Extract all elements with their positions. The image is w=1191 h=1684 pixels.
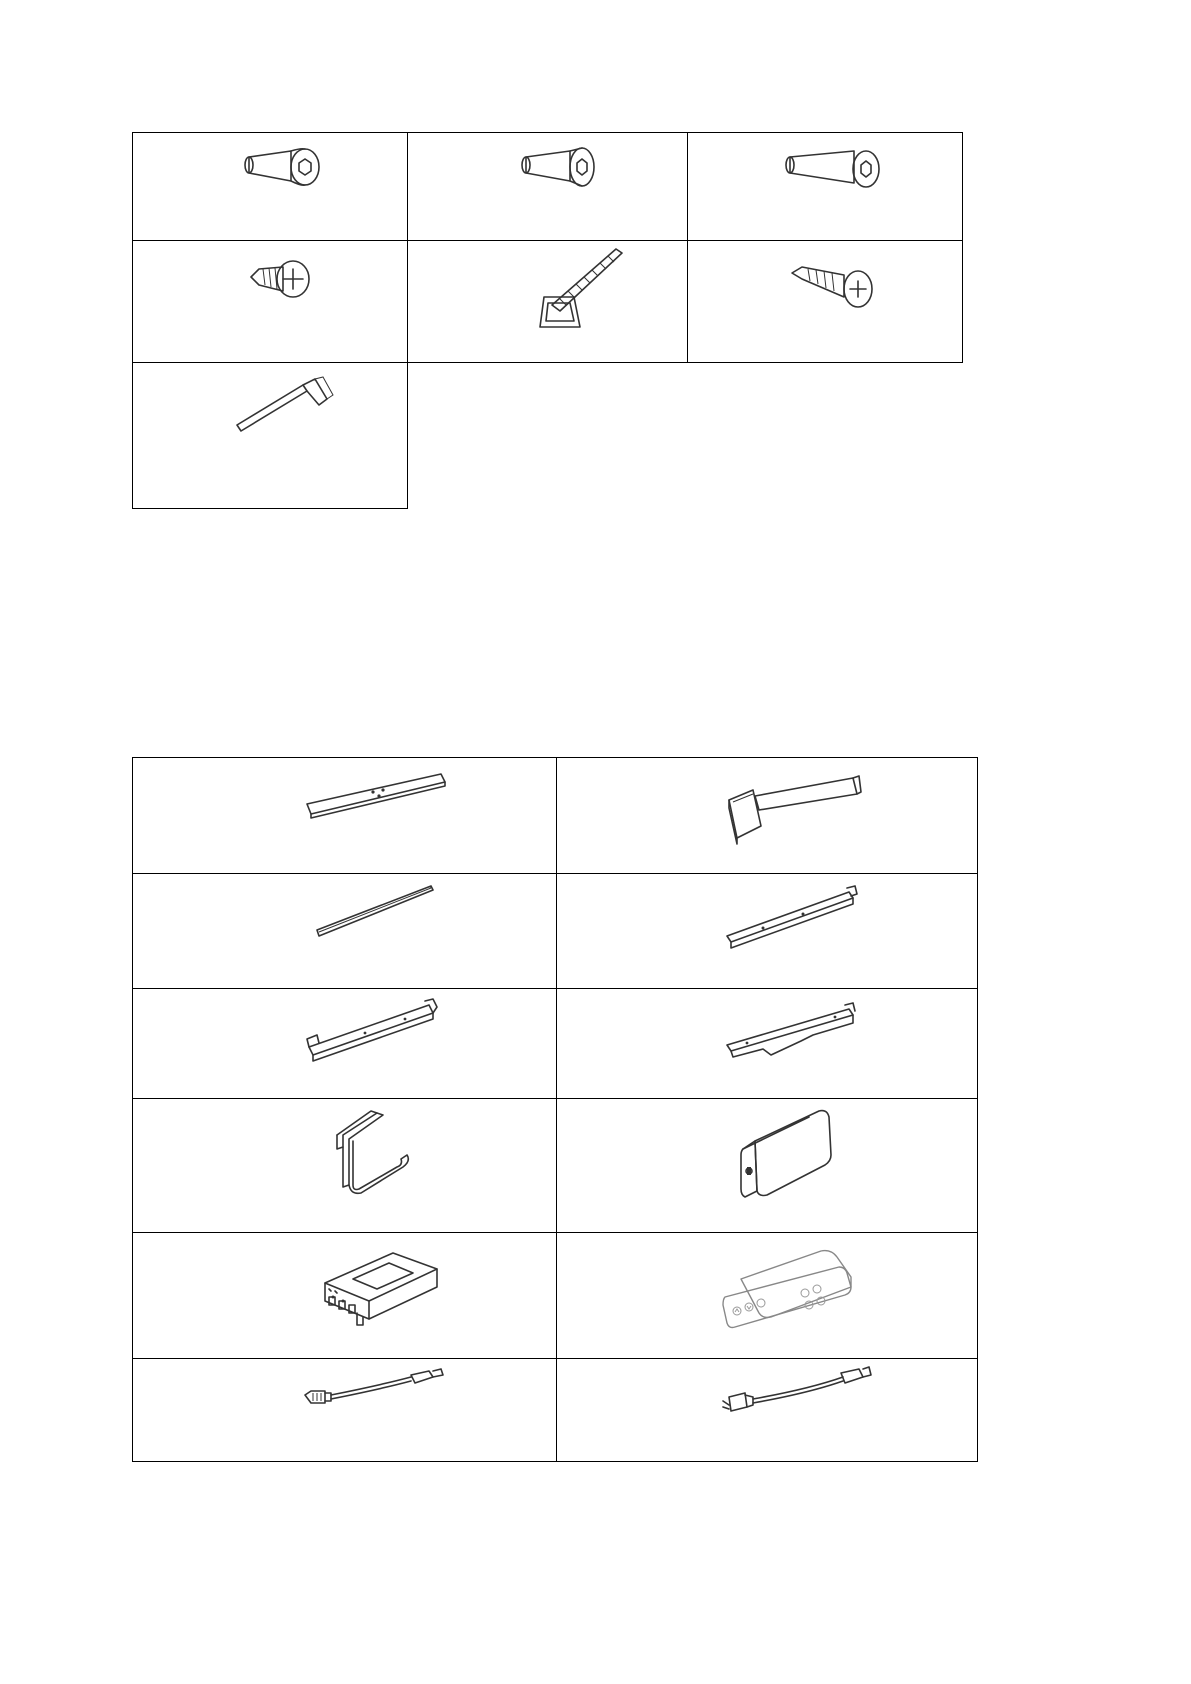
phillips-wood-screw-icon [245, 251, 325, 311]
part-cell-phillips-wood-screw-short [132, 240, 408, 363]
thin-rail-bar-icon [313, 880, 443, 940]
phillips-wood-screw-icon [788, 255, 898, 315]
keypad-controller-icon [721, 1241, 871, 1341]
part-cell-power-supply-box [556, 1098, 978, 1233]
foot-support-bar-icon [725, 766, 875, 846]
part-cell-top-mounting-plate [132, 757, 557, 874]
part-cell-extension-cable [132, 1358, 557, 1462]
part-cell-hex-button-screw-short [132, 132, 408, 241]
part-cell-hex-flat-screw [407, 132, 688, 241]
part-cell-crossbar-with-tabs [556, 988, 978, 1099]
adhesive-cable-tie-icon [530, 245, 640, 335]
part-cell-allen-key [132, 362, 408, 509]
control-box-icon [319, 1239, 449, 1339]
flat-mounting-plate-icon [303, 764, 453, 824]
part-cell-control-box [132, 1232, 557, 1359]
part-cell-hex-button-screw-long [687, 132, 963, 241]
part-cell-long-beam [556, 873, 978, 989]
part-cell-side-bracket-beam [132, 988, 557, 1099]
side-bracket-beam-icon [305, 995, 445, 1065]
hex-socket-button-head-screw-icon [243, 139, 343, 199]
hex-socket-button-head-screw-icon [784, 139, 894, 199]
cable-management-hook-icon [329, 1105, 419, 1205]
part-cell-cable-hook [132, 1098, 557, 1233]
part-cell-power-cord [556, 1358, 978, 1462]
part-cell-foot-leg-base [556, 757, 978, 874]
extension-cable-icon [301, 1363, 451, 1413]
crossbar-with-tabs-icon [723, 995, 863, 1065]
power-cord-plug-icon [719, 1363, 879, 1423]
part-cell-handset-controller [556, 1232, 978, 1359]
part-cell-thin-rail [132, 873, 557, 989]
part-cell-phillips-wood-screw-long [687, 240, 963, 363]
power-supply-box-icon [737, 1105, 847, 1201]
part-cell-cable-tie-mount [407, 240, 688, 363]
hex-key-wrench-icon [233, 373, 343, 443]
long-channel-beam-icon [723, 880, 863, 950]
hex-socket-flat-head-screw-icon [520, 139, 620, 199]
